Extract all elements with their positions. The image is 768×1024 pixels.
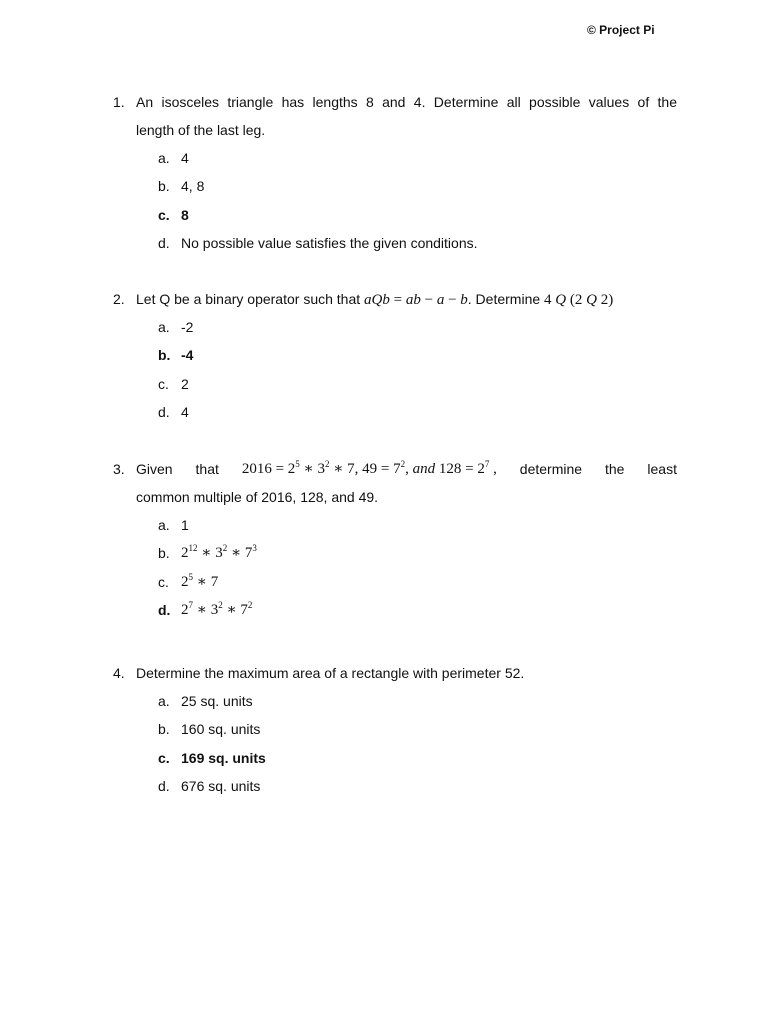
question-text-part: Let Q be a binary operator such that [136, 291, 361, 307]
question-word: determine [519, 461, 583, 477]
option-letter: c. [158, 573, 169, 590]
answer-option-d [158, 229, 677, 257]
question-word: the [605, 461, 625, 477]
answer-option-d-correct [158, 596, 677, 624]
option-text: 4 [181, 150, 189, 166]
math-expression-factorizations: $2016 = 2^5$ ∗ $3^2$ ∗ 7, $49 = 7^2$, and $128 = 2^7$ , [241, 459, 497, 477]
question-1 [113, 88, 677, 257]
option-text: 4, 8 [181, 178, 205, 195]
answer-option-b [158, 539, 677, 567]
question-text-line: common multiple of 2016, 128, and 49. [136, 489, 379, 505]
option-letter: a. [158, 150, 170, 166]
copyright-header: © Project Pi [587, 23, 655, 37]
answer-option-a [158, 313, 677, 341]
question-number: 3. [113, 461, 125, 477]
option-text: 8 [181, 206, 189, 223]
option-letter: d. [158, 403, 170, 420]
answer-option-c [158, 568, 677, 596]
option-text: 1 [181, 517, 189, 533]
question-text [136, 285, 677, 313]
option-letter: a. [158, 517, 170, 533]
question-text-line [136, 285, 677, 313]
option-text: -2 [181, 319, 194, 335]
answer-option-b [158, 715, 677, 743]
question-2 [113, 285, 677, 426]
question-number: 2. [113, 291, 125, 307]
option-letter: b. [158, 347, 171, 364]
option-math: $2^5$ ∗ 7 [181, 571, 219, 590]
answer-option-a [158, 144, 677, 172]
option-letter: c. [158, 749, 170, 766]
answer-option-b [158, 172, 677, 200]
question-word: least [647, 461, 677, 477]
question-word: Given [136, 461, 173, 477]
option-text: -4 [181, 347, 194, 364]
option-letter: d. [158, 777, 170, 794]
question-text [136, 455, 677, 511]
answer-option-d [158, 398, 677, 426]
option-letter: c. [158, 375, 169, 392]
option-text: No possible value satisfies the given conditions. [181, 234, 478, 251]
answer-option-c [158, 370, 677, 398]
answer-option-a [158, 511, 677, 539]
question-text [136, 88, 677, 144]
option-math: $2^7$ ∗ $3^2$ ∗ $7^2$ [181, 599, 253, 618]
option-text: 676 sq. units [181, 777, 261, 794]
option-letter: a. [158, 693, 170, 709]
question-text-line: length of the last leg. [136, 122, 266, 138]
question-text-line [136, 455, 677, 483]
option-text: 160 sq. units [181, 721, 261, 738]
question-text-line: An isosceles triangle has lengths 8 and 4. Determine all possible values of the [136, 94, 677, 110]
question-3 [113, 455, 677, 624]
question-text-line: Determine the maximum area of a rectangle with perimeter 52. [136, 665, 525, 681]
question-text-part: . Determine [467, 291, 541, 307]
option-text: 4 [181, 403, 189, 420]
option-letter: b. [158, 721, 170, 738]
answer-option-b-correct [158, 341, 677, 369]
option-letter: d. [158, 234, 170, 251]
question-word: that [195, 461, 219, 477]
option-letter: d. [158, 601, 171, 618]
option-text: 25 sq. units [181, 693, 253, 709]
math-expression-operator: aQb = ab − a − b [364, 292, 468, 308]
option-letter: b. [158, 178, 170, 195]
answer-option-a [158, 687, 677, 715]
answer-option-c-correct [158, 744, 677, 772]
question-number: 4. [113, 665, 125, 681]
option-math: $2^{12}$ ∗ $3^2$ ∗ $7^3$ [181, 543, 257, 562]
question-number: 1. [113, 94, 125, 110]
question-4 [113, 659, 677, 800]
answer-option-c-correct [158, 201, 677, 229]
option-text: 169 sq. units [181, 749, 266, 766]
question-text [136, 659, 677, 687]
option-letter: c. [158, 206, 170, 223]
option-letter: a. [158, 319, 170, 335]
math-expression-evaluate: 4 Q (2 Q 2) [544, 292, 614, 308]
option-text: 2 [181, 375, 189, 392]
option-letter: b. [158, 545, 170, 562]
answer-option-d [158, 772, 677, 800]
